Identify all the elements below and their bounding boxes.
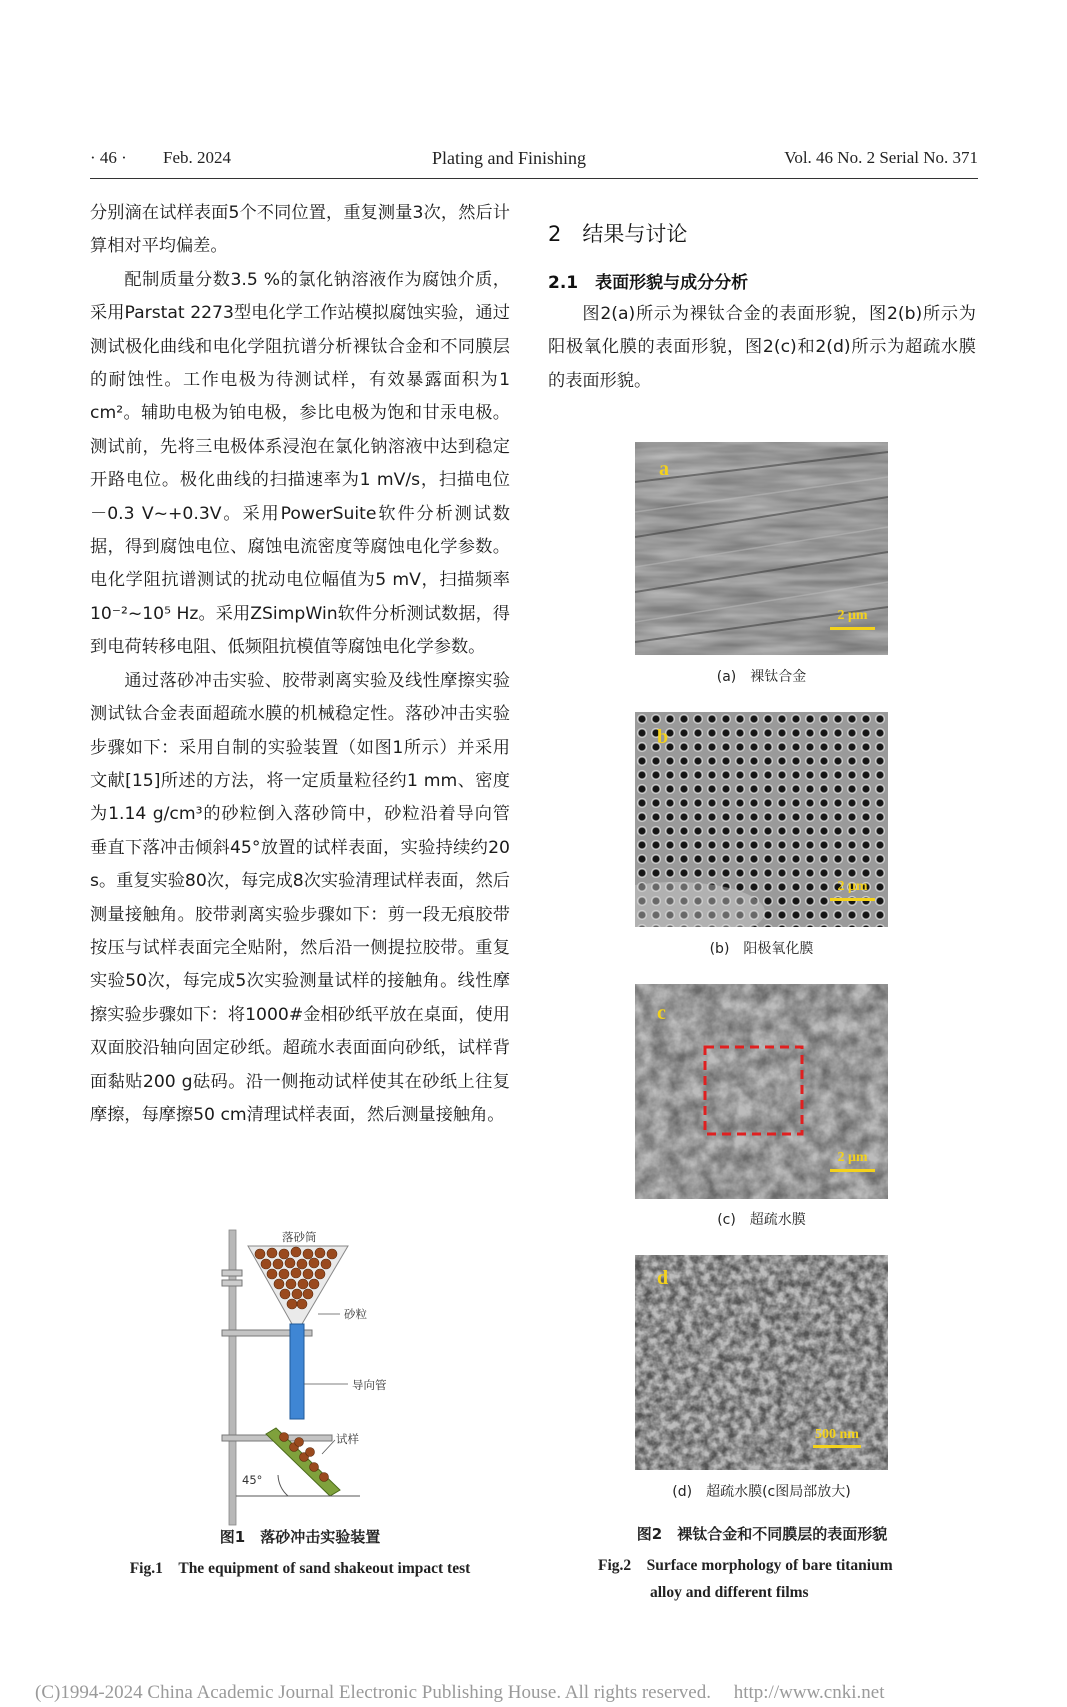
label-sample: 试样 <box>336 1432 359 1446</box>
subsection-title: 2.1 表面形貌与成分分析 <box>548 273 749 293</box>
paragraph-contact-angle-end: 分别滴在试样表面5个不同位置，重复测量3次，然后计算相对平均偏差。 <box>90 203 510 257</box>
label-angle: 45° <box>242 1473 263 1487</box>
caption-a: (a) 裸钛合金 <box>716 669 807 685</box>
figure2-caption-en-line2: alloy and different films <box>650 1584 809 1601</box>
paragraph-corrosion-test: 配制质量分数3.5 %的氯化钠溶液作为腐蚀介质，采用Parstat 2273型电化学工作站模拟腐蚀实验，通过测试极化曲线和电化学阻抗谱分析裸钛合金和不同膜层的耐蚀性。工作电极为待测试样，有效暴露面积为1 cm²。辅助电极为铂电极，参比电极为饱和甘汞电极。测试前，先将三电极体系浸泡在氯化钠溶液中达到稳定开路电位。极化曲线的扫描速率为1 mV/s，扫描电位－0.3 V~+0.3V。采用PowerSuite软件分析测试数据，得到腐蚀电位、腐蚀电流密度等腐蚀电化学参数。电化学阻抗谱测试的扰动电位幅值为5 mV，扫描频率10⁻²~10⁵ Hz。采用ZSimpWin软件分析测试数据，得到电荷转移电阻、低频阻抗模值等腐蚀电化学参数。 <box>90 269 510 658</box>
paragraph-mechanical-stability: 通过落砂冲击实验、胶带剥离实验及线性摩擦实验测试钛合金表面超疏水膜的机械稳定性。落砂冲击实验步骤如下：采用自制的实验装置（如图1所示）并采用文献[15]所述的方法，将一定质量粒径约1 mm、密度为1.14 g/cm³的砂粒倒入落砂筒中，砂粒沿着导向管垂直下落冲击倾斜45°放置的试样表面，实验持续约20 s。重复实验80次，每完成8次实验清理试样表面，然后测量接触角。胶带剥离实验步骤如下：剪一段无痕胶带按压与试样表面完全贴附，然后沿一侧提拉胶带。重复实验50次，每完成5次实验测量试样的接触角。线性摩擦实验步骤如下：将1000#金相砂纸平放在桌面，使用双面胶沿轴向固定砂纸。超疏水表面面向砂纸，试样背面黏贴200 g砝码。沿一侧拖动试样使其在砂纸上往复摩擦，每摩擦50 cm清理试样表面，然后测量接触角。 <box>90 670 510 1125</box>
figure2-caption-en-line1: Fig.2 Surface morphology of bare titanium <box>598 1557 893 1574</box>
left-column <box>90 197 510 1132</box>
section-title: 2 结果与讨论 <box>548 222 688 246</box>
caption-c: (c) 超疏水膜 <box>717 1212 806 1228</box>
scale-label-b: 2 μm <box>837 879 868 894</box>
scale-bar-a <box>830 627 875 630</box>
sem-image-b <box>635 712 888 927</box>
panel-label-d: d <box>657 1267 669 1289</box>
sand-impact-apparatus-diagram <box>200 1228 430 1528</box>
sem-texture-c <box>635 984 888 1199</box>
copyright-text: (C)1994-2024 China Academic Journal Electronic Publishing House. All rights reserved. <box>35 1682 711 1703</box>
scale-bar-c <box>830 1169 875 1172</box>
page-number: · 46 · <box>90 148 127 167</box>
label-tube: 导向管 <box>352 1378 387 1392</box>
leader-sample <box>322 1440 335 1454</box>
copyright-footer <box>35 1682 884 1704</box>
sem-image-c <box>635 984 888 1199</box>
guide-tube <box>290 1324 304 1419</box>
issue-date: Feb. 2024 <box>163 148 231 167</box>
caption-b: (b) 阳极氧化膜 <box>709 941 814 957</box>
figure2-caption-cn: 图2 裸钛合金和不同膜层的表面形貌 <box>636 1525 888 1543</box>
scale-bar-b <box>830 898 875 901</box>
label-funnel: 落砂筒 <box>282 1230 317 1244</box>
header-rule <box>90 178 978 179</box>
cnki-url[interactable]: http://www.cnki.net <box>733 1682 885 1703</box>
figure1-caption-cn: 图1 落砂冲击实验装置 <box>219 1528 381 1546</box>
sem-image-a <box>635 442 888 655</box>
volume-info: Vol. 46 No. 2 Serial No. 371 <box>784 148 978 167</box>
right-column <box>548 298 976 398</box>
scale-label-a: 2 μm <box>837 608 868 623</box>
panel-label-b: b <box>657 726 669 748</box>
paragraph-surface-morphology: 图2(a)所示为裸钛合金的表面形貌，图2(b)所示为阳极氧化膜的表面形貌，图2(c)和2(d)所示为超疏水膜的表面形貌。 <box>548 304 976 391</box>
scale-label-c: 2 μm <box>837 1150 868 1165</box>
angle-arc <box>278 1475 288 1496</box>
caption-d: (d) 超疏水膜(c图局部放大) <box>672 1484 851 1500</box>
scale-label-d: 500 nm <box>815 1427 859 1442</box>
sem-image-d <box>635 1255 888 1470</box>
panel-label-a: a <box>659 458 669 480</box>
panel-label-c: c <box>657 1002 666 1024</box>
figure1-caption-en: Fig.1 The equipment of sand shakeout impact test <box>129 1560 471 1577</box>
scale-bar-d <box>813 1445 861 1448</box>
clamp-top <box>222 1270 242 1276</box>
journal-title: Plating and Finishing <box>432 148 587 168</box>
clamp-top-2 <box>222 1280 242 1286</box>
label-sand: 砂粒 <box>344 1307 367 1321</box>
